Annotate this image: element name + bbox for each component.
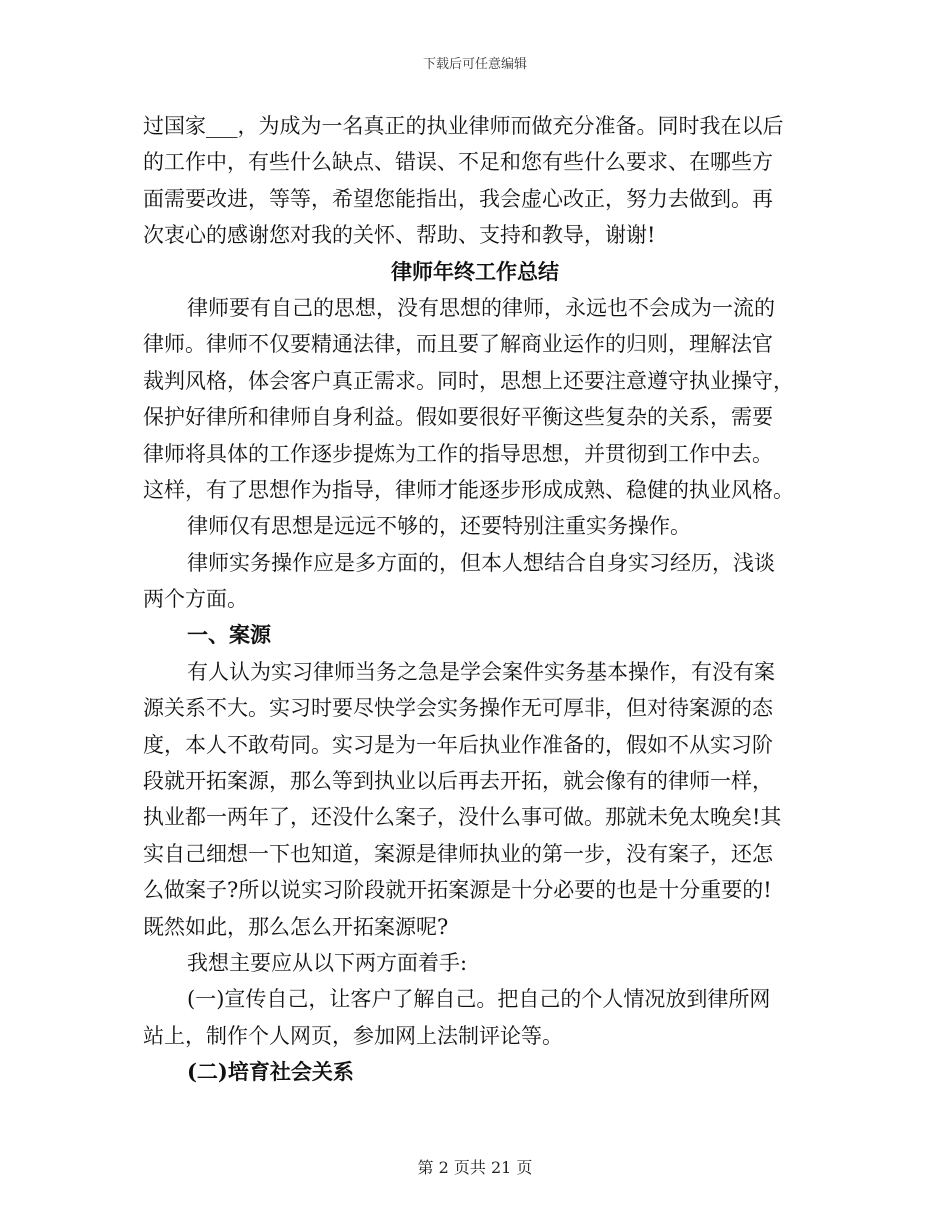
- text-line: 律师将具体的工作逐步提炼为工作的指导思想，并贯彻到工作中去。: [143, 441, 773, 466]
- text-line: (一)宣传自己，让客户了解自己。把自己的个人情况放到律所网: [187, 987, 771, 1012]
- section-heading: (二)培育社会关系: [187, 1059, 354, 1085]
- text-line: 两个方面。: [143, 587, 248, 612]
- text-line: 实自己细想一下也知道，案源是律师执业的第一步，没有案子，还怎: [143, 841, 773, 866]
- text-line: 我想主要应从以下两方面着手:: [187, 950, 468, 975]
- text-line: 源关系不大。实习时要尽快学会实务操作无可厚非，但对待案源的态: [143, 696, 773, 721]
- text-line: 过国家___，为成为一名真正的执业律师而做充分准备。同时我在以后: [143, 114, 784, 138]
- text-line: 么做案子?所以说实习阶段就开拓案源是十分必要的也是十分重要的!: [143, 878, 772, 903]
- section-heading: 一、案源: [187, 622, 271, 648]
- document-body: [143, 108, 807, 1091]
- text-line: 的工作中，有些什么缺点、错误、不足和您有些什么要求、在哪些方: [143, 150, 773, 175]
- text-line: 律师实务操作应是多方面的，但本人想结合自身实习经历，浅谈: [187, 550, 775, 575]
- text-line: 这样，有了思想作为指导，律师才能逐步形成成熟、稳健的执业风格。: [143, 477, 794, 502]
- text-line: 执业都一两年了，还没什么案子，没什么事可做。那就未免太晚矣!其: [143, 805, 782, 830]
- text-line: 站上，制作个人网页，参加网上法制评论等。: [143, 1023, 563, 1048]
- text-line: 既然如此，那么怎么开拓案源呢?: [143, 914, 449, 939]
- page-header: 下载后可任意编辑: [422, 57, 527, 72]
- text-line: 有人认为实习律师当务之急是学会案件实务基本操作，有没有案: [187, 659, 775, 684]
- text-line: 面需要改进，等等，希望您能指出，我会虚心改正，努力去做到。再: [143, 186, 773, 211]
- page-footer: 第 2 页共 21 页: [417, 1158, 533, 1177]
- text-line: 次衷心的感谢您对我的关怀、帮助、支持和教导，谢谢!: [143, 223, 656, 248]
- text-line: 律师仅有思想是远远不够的，还要特别注重实务操作。: [187, 514, 691, 539]
- text-line: 裁判风格，体会客户真正需求。同时，思想上还要注意遵守执业操守，: [143, 368, 794, 393]
- text-line: 律师要有自己的思想，没有思想的律师，永远也不会成为一流的: [187, 295, 775, 320]
- text-line: 律师。律师不仅要精通法律，而且要了解商业运作的归则，理解法官: [143, 332, 773, 357]
- document-title: 律师年终工作总结: [391, 258, 559, 284]
- text-line: 段就开拓案源，那么等到执业以后再去开拓，就会像有的律师一样，: [143, 769, 773, 794]
- text-line: 度，本人不敢苟同。实习是为一年后执业作准备的，假如不从实习阶: [143, 732, 773, 757]
- text-line: 保护好律所和律师自身利益。假如要很好平衡这些复杂的关系，需要: [143, 405, 773, 430]
